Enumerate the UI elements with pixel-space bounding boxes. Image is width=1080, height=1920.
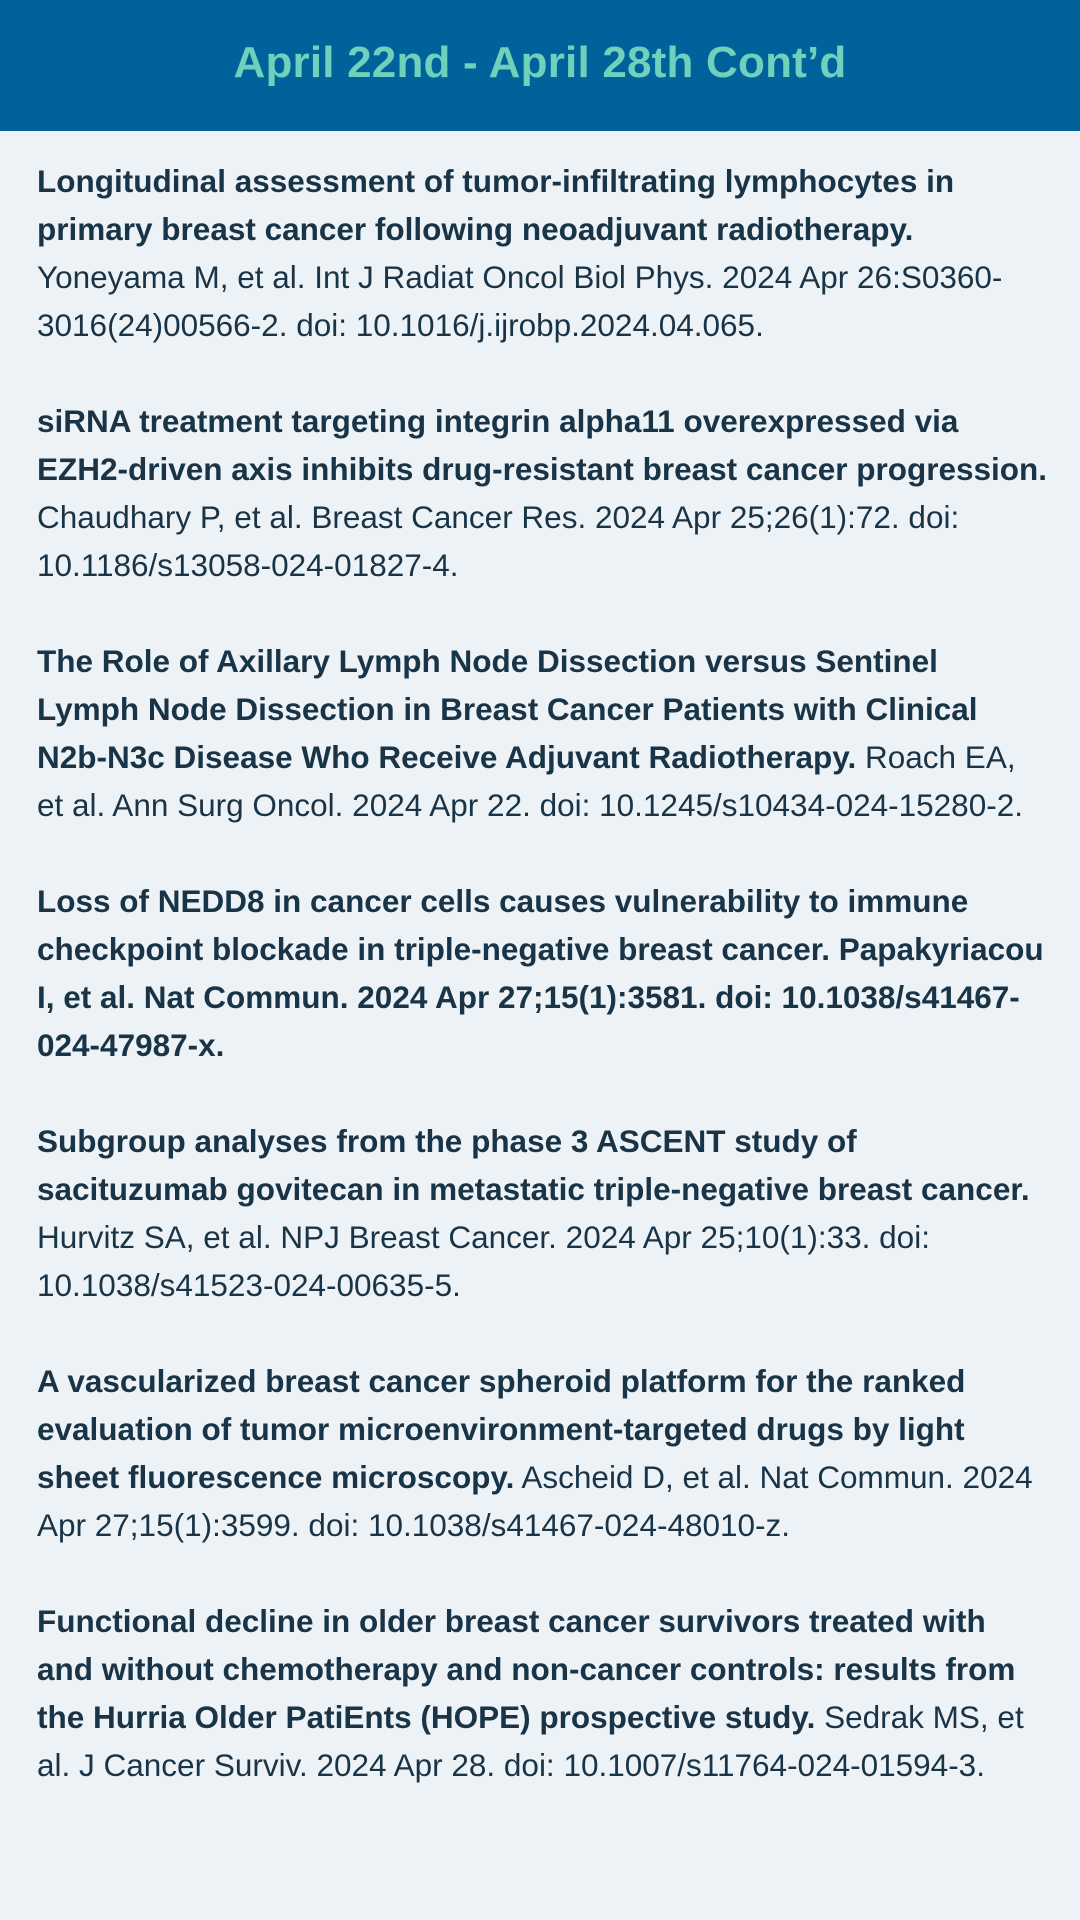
article-entry-1 (37, 157, 1048, 349)
article-entry-4 (37, 877, 1048, 1069)
article-citation: Chaudhary P, et al. Breast Cancer Res. 2024 Apr 25;26(1):72. doi: 10.1186/s13058-024-01827-4. (37, 499, 960, 583)
page-title: April 22nd - April 28th Cont’d (233, 37, 847, 87)
article-title: A vascularized breast cancer spheroid platform for the ranked evaluation of tumor microenvironment-targeted drugs by light sheet fluorescence microscopy. (37, 1363, 966, 1495)
article-title: The Role of Axillary Lymph Node Dissection versus Sentinel Lymph Node Dissection in Breast Cancer Patients with Clinical N2b-N3c Disease Who Receive Adjuvant Radiotherapy. (37, 643, 978, 775)
article-citation: Hurvitz SA, et al. NPJ Breast Cancer. 2024 Apr 25;10(1):33. doi: 10.1038/s41523-024-00635-5. (37, 1219, 930, 1303)
article-entry-2 (37, 397, 1048, 589)
article-title: Longitudinal assessment of tumor-infiltrating lymphocytes in primary breast cancer following neoadjuvant radiotherapy. (37, 163, 955, 247)
article-title: Subgroup analyses from the phase 3 ASCENT study of sacituzumab govitecan in metastatic triple-negative breast cancer. (37, 1123, 1030, 1207)
article-title: Functional decline in older breast cancer survivors treated with and without chemotherapy and non-cancer controls: results from the Hurria Older PatiEnts (HOPE) prospective study. (37, 1603, 1016, 1735)
article-entry-5 (37, 1117, 1048, 1309)
article-title: siRNA treatment targeting integrin alpha11 overexpressed via EZH2-driven axis inhibits drug-resistant breast cancer progression. (37, 403, 1048, 487)
article-citation: Sedrak MS, et al. J Cancer Surviv. 2024 Apr 28. doi: 10.1007/s11764-024-01594-3. (37, 1699, 1024, 1783)
article-citation: Yoneyama M, et al. Int J Radiat Oncol Biol Phys. 2024 Apr 26:S0360-3016(24)00566-2. doi: 10.1016/j.ijrobp.2024.04.065. (37, 259, 1003, 343)
page-header (0, 0, 1080, 131)
article-entry-7 (37, 1597, 1048, 1789)
article-citation: Roach EA, et al. Ann Surg Oncol. 2024 Apr 22. doi: 10.1245/s10434-024-15280-2. (37, 739, 1023, 823)
article-title: Loss of NEDD8 in cancer cells causes vulnerability to immune checkpoint blockade in triple-negative breast cancer. Papakyriacou I, et al. Nat Commun. 2024 Apr 27;15(1):3581. doi: 10.1038/s41467-024-47987-x. (37, 883, 1044, 1063)
article-citation: Ascheid D, et al. Nat Commun. 2024 Apr 27;15(1):3599. doi: 10.1038/s41467-024-48010-z. (37, 1459, 1033, 1543)
article-entry-6 (37, 1357, 1048, 1549)
article-list (0, 131, 1080, 1789)
article-entry-3 (37, 637, 1048, 829)
